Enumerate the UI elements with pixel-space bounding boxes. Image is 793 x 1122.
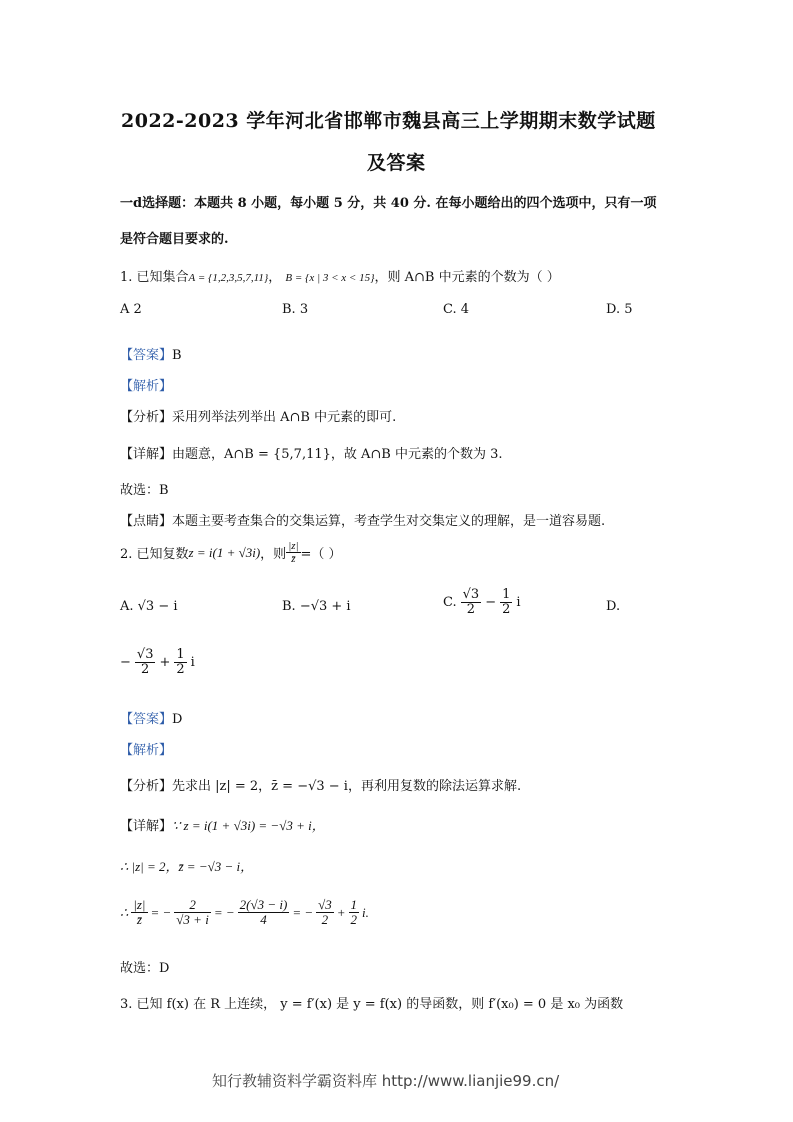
step3-frac4	[316, 898, 334, 928]
option-c-mid: −	[485, 595, 497, 611]
fraction-denominator: z̄	[136, 912, 142, 928]
step3-plus: +	[336, 904, 346, 920]
fraction-denominator: 2	[176, 662, 185, 678]
section-intro-line2: 是符合题目要求的.	[120, 232, 229, 247]
option-d-frac2	[174, 648, 186, 678]
fraction-numerator: 1	[176, 647, 185, 662]
q2-xiangjie	[120, 815, 325, 834]
step3-frac5	[349, 898, 360, 928]
q2-answer	[120, 708, 182, 727]
step3-pre: ∴	[120, 904, 129, 920]
fraction-denominator: 2	[466, 602, 476, 618]
q1-answer-value: B	[172, 348, 182, 363]
answer-tag: 【答案】	[120, 348, 173, 363]
q2-fenxi-text: 先求出 |z| = 2，z̄ = −√3 − i，再利用复数的除法运算求解.	[172, 779, 522, 794]
q1-option-b: B. 3	[282, 302, 309, 317]
fraction-numerator: √3	[318, 897, 332, 912]
q1-analysis-tag: 【解析】	[120, 379, 173, 394]
option-d-frac1	[135, 648, 156, 678]
fraction-numerator: √3	[462, 587, 480, 602]
q2-step3	[120, 898, 369, 928]
fraction-denominator: 2	[350, 912, 358, 928]
fraction-denominator: 4	[260, 912, 267, 928]
q1-stem-suffix: ，则 A∩B 中元素的个数为（ ）	[374, 270, 560, 285]
step3-tail: i.	[362, 904, 369, 920]
xiangjie-tag: 【详解】	[120, 447, 173, 462]
q1-fenxi	[120, 406, 396, 425]
fraction-numerator: |z|	[288, 540, 299, 552]
q1-stem	[120, 266, 560, 285]
fraction-denominator: 2	[321, 912, 329, 928]
dianjing-tag: 【点睛】	[120, 514, 173, 529]
q1-option-a: A 2	[120, 302, 142, 317]
q1-set-b: B = {x | 3 < x < 15}	[285, 272, 375, 284]
option-c-label: C.	[443, 595, 457, 611]
option-d-tail: i	[190, 655, 195, 671]
q1-dianjing	[120, 510, 605, 529]
fraction-numerator: 2(√3 − i)	[239, 897, 288, 912]
q2-option-d	[120, 648, 195, 678]
q2-stem-mid: ，则	[260, 547, 287, 563]
fenxi-tag: 【分析】	[120, 410, 173, 425]
option-c-tail: i	[516, 595, 521, 611]
q1-option-d: D. 5	[606, 302, 633, 317]
q1-xiangjie	[120, 443, 503, 462]
fraction-numerator: 1	[350, 897, 358, 912]
q2-option-a: A. √3 − i	[120, 599, 178, 614]
option-d-pre: −	[120, 655, 131, 671]
fraction-denominator: z̄	[291, 553, 296, 566]
step3-eq3: = −	[292, 904, 314, 920]
q2-option-d-label: D.	[606, 599, 621, 614]
fraction-numerator: |z|	[133, 897, 146, 912]
q2-analysis-tag: 【解析】	[120, 743, 173, 758]
q2-stem-prefix: 2. 已知复数	[120, 547, 189, 563]
q1-stem-prefix: 1. 已知集合	[120, 270, 189, 285]
q1-xiangjie-text: 由题意，A∩B = {5,7,11}，故 A∩B 中元素的个数为 3.	[172, 447, 503, 462]
page-title-line1: 2022-2023 学年河北省邯郸市魏县高三上学期期末数学试题	[121, 110, 656, 132]
q2-fenxi	[120, 775, 521, 794]
fraction-denominator: √3 + i	[176, 912, 209, 928]
step3-eq2: = −	[213, 904, 235, 920]
xiangjie-tag: 【详解】	[120, 819, 173, 834]
q1-conclusion: 故选：B	[120, 483, 169, 498]
q2-stem-fraction	[286, 540, 300, 565]
q2-xiangjie-text: ∵ z = i(1 + √3i) = −√3 + i，	[172, 818, 325, 833]
q2-option-b: B. −√3 + i	[282, 599, 351, 614]
q2-stem-suffix: =（ ）	[300, 547, 342, 563]
fraction-numerator: 2	[174, 898, 211, 913]
step3-frac1	[131, 898, 147, 928]
q2-step2: ∴ |z| = 2，z̄ = −√3 − i，	[120, 859, 254, 874]
step3-frac2	[174, 898, 211, 928]
step3-frac3	[238, 898, 290, 928]
fraction-denominator: 2	[141, 662, 150, 678]
page-title-line2: 及答案	[367, 152, 426, 174]
fraction-numerator: √3	[136, 647, 154, 662]
q2-stem	[120, 540, 342, 565]
option-d-mid: +	[159, 655, 171, 671]
fraction-denominator: 2	[502, 602, 511, 618]
option-c-frac1	[461, 588, 482, 618]
q3-stem: 3. 已知 f(x) 在 R 上连续， y = f′(x) 是 y = f(x) 的导函数，则 f′(x₀) = 0 是 x₀ 为函数	[120, 997, 624, 1012]
q1-sep: ，	[268, 270, 282, 285]
q1-option-c: C. 4	[443, 302, 470, 317]
q2-answer-value: D	[172, 712, 183, 727]
q2-option-c	[443, 588, 521, 618]
q2-conclusion: 故选：D	[120, 961, 170, 976]
q2-stem-z: z = i(1 + √3i)	[188, 544, 261, 560]
section-intro-line1: 一d选择题：本题共 8 小题，每小题 5 分，共 40 分. 在每小题给出的四个选项中，只有一项	[120, 196, 657, 211]
q1-set-a: A = {1,2,3,5,7,11}	[188, 272, 269, 284]
fraction-numerator: 1	[502, 587, 511, 602]
step3-eq1: = −	[150, 904, 172, 920]
q1-dianjing-text: 本题主要考查集合的交集运算，考查学生对交集定义的理解，是一道容易题.	[172, 514, 606, 529]
answer-tag: 【答案】	[120, 712, 173, 727]
option-c-frac2	[500, 588, 512, 618]
fenxi-tag: 【分析】	[120, 779, 173, 794]
footer-watermark: 知行教辅资料学霸资料库 http://www.lianjie99.cn/	[212, 1072, 560, 1090]
q1-fenxi-text: 采用列举法列举出 A∩B 中元素的即可.	[172, 410, 397, 425]
q1-answer	[120, 344, 182, 363]
